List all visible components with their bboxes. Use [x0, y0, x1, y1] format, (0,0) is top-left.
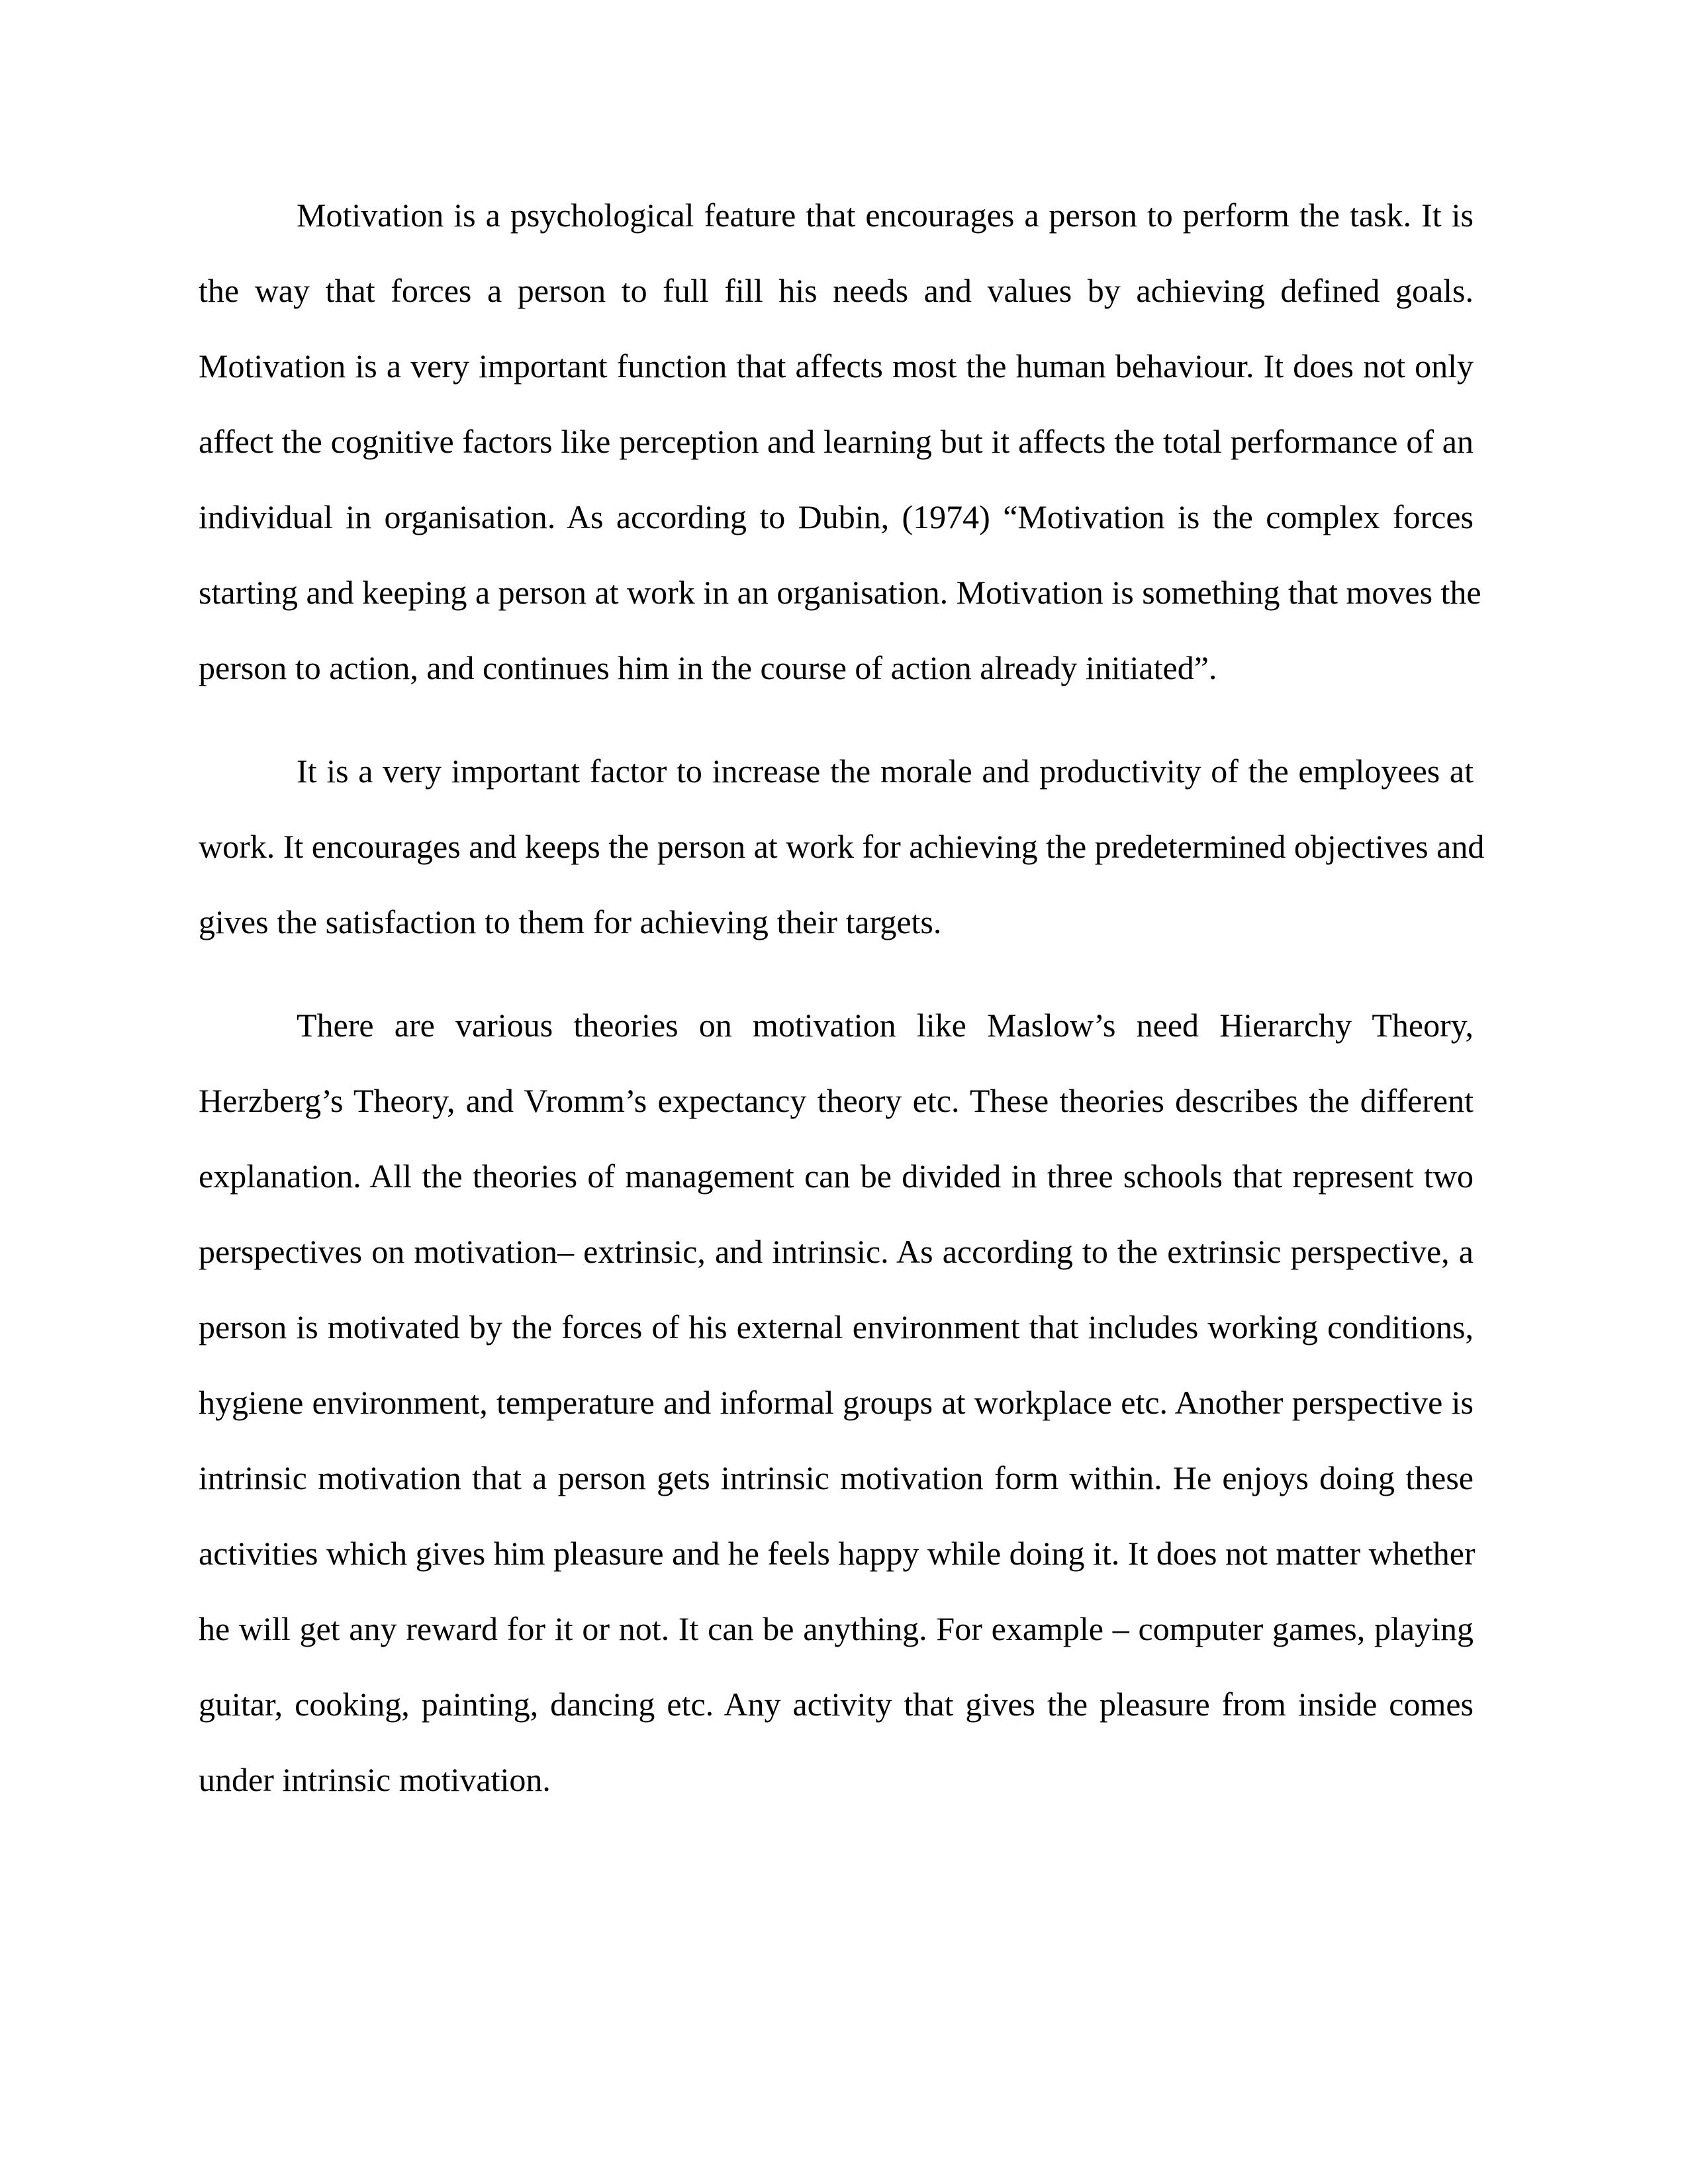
text-line: Motivation is a very important function that affects most the human behaviour. It does not only	[199, 347, 1474, 385]
text-line: Herzberg’s Theory, and Vromm’s expectancy theory etc. These theories describes the different	[199, 1082, 1474, 1119]
document-page	[199, 177, 1485, 1845]
text-line: activities which gives him pleasure and he feels happy while doing it. It does not matter whether	[199, 1535, 1476, 1572]
text-line: individual in organisation. As according to Dubin, (1974) “Motivation is the complex forces	[199, 498, 1474, 535]
text-line: affect the cognitive factors like perception and learning but it affects the total performance of an	[199, 423, 1474, 460]
text-line: person to action, and continues him in the course of action already initiated”.	[199, 649, 1217, 686]
paragraph-1	[199, 177, 1481, 705]
text-line: hygiene environment, temperature and informal groups at workplace etc. Another perspective is	[199, 1384, 1474, 1421]
paragraph-2	[199, 733, 1485, 960]
text-line: Motivation is a psychological feature that encourages a person to perform the task. It is	[297, 197, 1474, 234]
text-line: intrinsic motivation that a person gets intrinsic motivation form within. He enjoys doing these	[199, 1459, 1474, 1496]
text-line: work. It encourages and keeps the person at work for achieving the predetermined objectives and	[199, 828, 1485, 865]
text-line: explanation. All the theories of management can be divided in three schools that represent two	[199, 1158, 1474, 1195]
text-line: the way that forces a person to full fill his needs and values by achieving defined goals.	[199, 272, 1474, 309]
text-line: perspectives on motivation– extrinsic, and intrinsic. As according to the extrinsic perspective, a	[199, 1233, 1474, 1270]
paragraph-3	[199, 987, 1474, 1817]
text-line: person is motivated by the forces of his external environment that includes working conditions,	[199, 1308, 1474, 1345]
text-line: There are various theories on motivation like Maslow’s need Hierarchy Theory,	[297, 1007, 1474, 1044]
text-line: It is a very important factor to increase the morale and productivity of the employees at	[297, 752, 1474, 790]
text-line: starting and keeping a person at work in an organisation. Motivation is something that moves the	[199, 574, 1481, 611]
text-line: gives the satisfaction to them for achieving their targets.	[199, 903, 942, 940]
text-line: under intrinsic motivation.	[199, 1761, 551, 1798]
text-line: guitar, cooking, painting, dancing etc. Any activity that gives the pleasure from inside comes	[199, 1686, 1474, 1723]
text-line: he will get any reward for it or not. It can be anything. For example – computer games, playing	[199, 1610, 1474, 1647]
